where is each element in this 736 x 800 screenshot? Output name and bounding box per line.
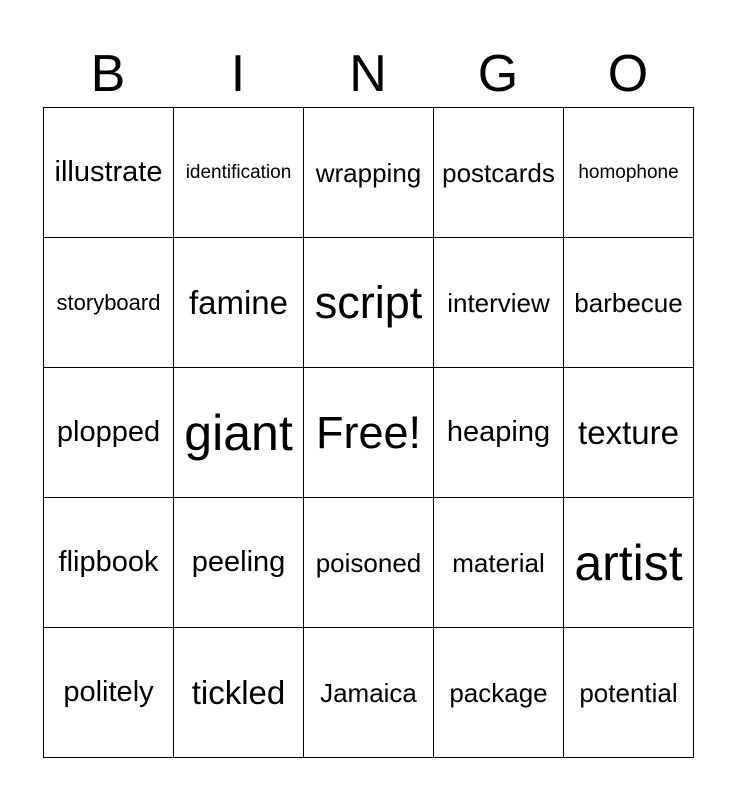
cell-word: giant (184, 404, 293, 461)
bingo-header (43, 40, 693, 108)
bingo-cell[interactable] (174, 498, 304, 628)
bingo-cell[interactable] (564, 108, 694, 238)
cell-word: potential (579, 677, 678, 708)
header-letter-g: G (477, 45, 519, 103)
bingo-cell[interactable] (174, 628, 304, 758)
cell-word: identification (185, 162, 292, 183)
header-letter-n: N (349, 45, 387, 103)
bingo-cell[interactable] (434, 238, 564, 368)
cell-word: package (449, 677, 548, 708)
cell-word: flipbook (58, 546, 159, 578)
bingo-cell[interactable] (564, 498, 694, 628)
bingo-cell[interactable] (304, 238, 434, 368)
cell-word: storyboard (56, 289, 161, 315)
cell-word: texture (578, 414, 679, 451)
cell-word: famine (188, 284, 289, 321)
bingo-cell[interactable] (564, 628, 694, 758)
header-letter-o: O (607, 45, 649, 103)
bingo-cell[interactable] (304, 628, 434, 758)
cell-word: politely (63, 676, 154, 708)
cell-word: postcards (442, 157, 555, 188)
bingo-cell[interactable] (304, 498, 434, 628)
bingo-cell[interactable] (44, 368, 174, 498)
cell-word: script (314, 277, 423, 328)
bingo-cell[interactable] (434, 108, 564, 238)
cell-word: heaping (446, 416, 551, 448)
cell-word: barbecue (574, 287, 683, 318)
cell-word: interview (447, 287, 550, 318)
cell-word: homophone (578, 162, 679, 183)
bingo-grid (43, 107, 694, 758)
bingo-cell[interactable] (564, 238, 694, 368)
cell-word: plopped (56, 416, 161, 448)
cell-word: tickled (191, 674, 286, 711)
cell-word: illustrate (54, 156, 163, 188)
free-space-label: Free! (315, 407, 422, 458)
bingo-cell[interactable] (564, 368, 694, 498)
cell-word: poisoned (315, 547, 422, 578)
bingo-cell[interactable] (304, 368, 434, 498)
bingo-cell[interactable] (44, 498, 174, 628)
bingo-cell[interactable] (44, 238, 174, 368)
bingo-cell[interactable] (434, 498, 564, 628)
bingo-cell[interactable] (174, 108, 304, 238)
bingo-cell[interactable] (434, 368, 564, 498)
header-letter-i: I (230, 45, 246, 103)
bingo-cell[interactable] (44, 108, 174, 238)
bingo-cell[interactable] (434, 628, 564, 758)
bingo-cell[interactable] (304, 108, 434, 238)
cell-word: wrapping (315, 157, 422, 188)
cell-word: artist (574, 534, 683, 591)
bingo-cell[interactable] (44, 628, 174, 758)
header-letter-b: B (90, 45, 126, 103)
bingo-cell[interactable] (174, 238, 304, 368)
cell-word: material (452, 547, 545, 578)
cell-word: Jamaica (320, 677, 417, 708)
cell-word: peeling (191, 546, 286, 578)
bingo-cell[interactable] (174, 368, 304, 498)
